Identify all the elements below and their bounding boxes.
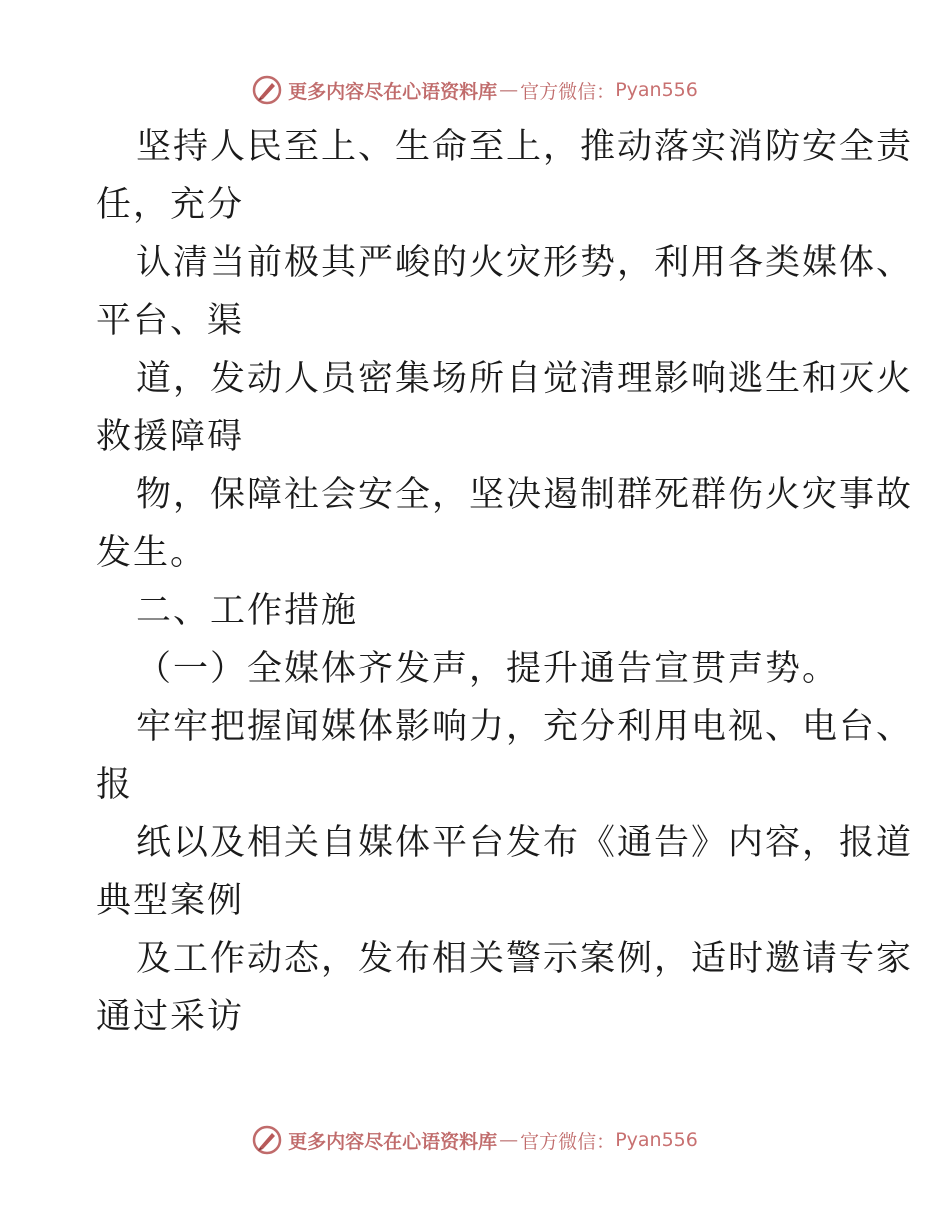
header-watermark [0,70,950,110]
section-heading: 二、工作措施 [136,591,359,631]
header-separator: — [499,79,519,101]
footer-separator: — [499,1129,519,1151]
footer-wechat-id: Pyan556 [615,1129,698,1151]
footer-site-name: 更多内容尽在心语资料库 [288,1130,498,1153]
text-line-13: 纸以及相关自媒体平台发布《通告》内容，报道 [136,823,914,863]
text-line-7: 物，保障社会安全，坚决遏制群死群伤火灾事故 [136,475,914,515]
text-line-6: 救援障碍 [96,417,245,457]
text-line-11: 牢牢把握闻媒体影响力，充分利用电视、电台、 [136,707,914,747]
text-line-15: 及工作动态，发布相关警示案例，适时邀请专家 [136,939,914,979]
text-line-5: 道，发动人员密集场所自觉清理影响逃生和灭火 [136,359,914,399]
text-line-12: 报 [96,765,134,805]
header-wechat-id: Pyan556 [615,79,698,101]
footer-wechat-label: 官方微信： [520,1130,616,1153]
text-line-14: 典型案例 [96,881,245,921]
subsection-heading: （一）全媒体齐发声，提升通告宣贯声势。 [136,649,840,689]
text-line-3: 认清当前极其严峻的火灾形势，利用各类媒体、 [136,243,914,283]
pen-logo-icon [252,75,282,105]
document-body [96,118,914,1046]
text-line-4: 平台、渠 [96,301,245,341]
header-site-name: 更多内容尽在心语资料库 [288,80,498,103]
text-line-16: 通过采访 [96,997,245,1037]
pen-logo-icon [252,1125,282,1155]
header-wechat-label: 官方微信： [520,80,616,103]
text-line-2: 任，充分 [96,185,245,225]
text-line-8: 发生。 [96,533,208,573]
footer-watermark [0,1120,950,1160]
text-line-1: 坚持人民至上、生命至上，推动落实消防安全责 [136,127,914,167]
